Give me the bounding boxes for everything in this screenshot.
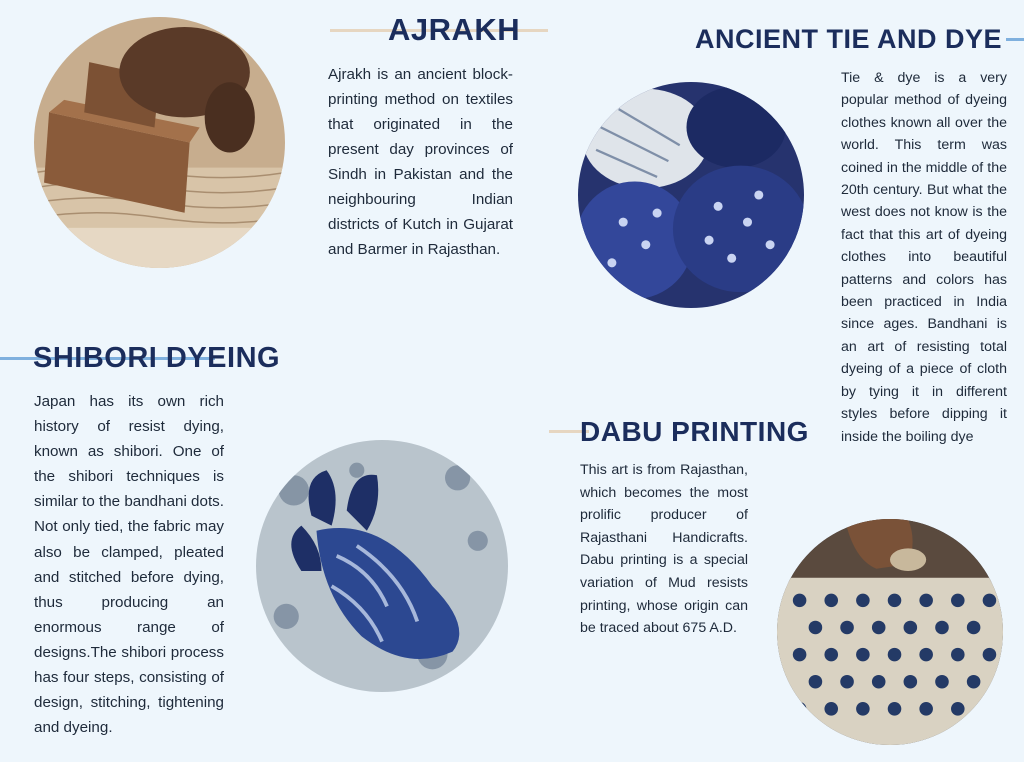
shibori-title: SHIBORI DYEING bbox=[33, 342, 281, 374]
tie-dye-fabric-photo bbox=[578, 82, 804, 308]
tie-dye-description: Tie & dye is a very popular method of dyeing clothes known all over the world. This term was coined in the middle of the 20th century. But what the west does not know is the fact that this art of dyeing clothes into beautiful patterns and colors has been practiced in India since ages. Bandhani is an art of resisting total dyeing of a piece of cloth by tying it in different styles before dipping it inside the boiling dye bbox=[841, 70, 1007, 445]
tie-dye-title-rule bbox=[1006, 38, 1024, 41]
ajrakh-title: AJRAKH bbox=[388, 12, 521, 47]
shibori-fabric-photo bbox=[256, 440, 508, 692]
dabu-title: DABU PRINTING bbox=[580, 416, 809, 447]
ajrakh-block-photo bbox=[34, 17, 285, 268]
ajrakh-description: Ajrakh is an ancient block-printing method on textiles that originated in the present day provinces of Sindh in Pakistan and the neighbouring Indian districts of Kutch in Gujarat and Barmer in Rajasthan. bbox=[328, 66, 513, 258]
dabu-description: This art is from Rajasthan, which becomes the most prolific producer of Rajasthani Handicrafts. Dabu printing is a special variation of Mud resists printing, whose origin can be traced about 675 A.D. bbox=[580, 462, 748, 637]
shibori-description: Japan has its own rich history of resist dying, known as shibori. One of the shibori techniques is similar to the bandhani dots. Not only tied, the fabric may also be clamped, pleated and stitched before dying, thus producing an enormous range of designs.The shibori process has four steps, consisting of design, stitching, tightening and dyeing. bbox=[34, 393, 224, 737]
dabu-printing-photo bbox=[777, 519, 1003, 745]
tie-dye-title: ANCIENT TIE AND DYE bbox=[695, 24, 1003, 54]
